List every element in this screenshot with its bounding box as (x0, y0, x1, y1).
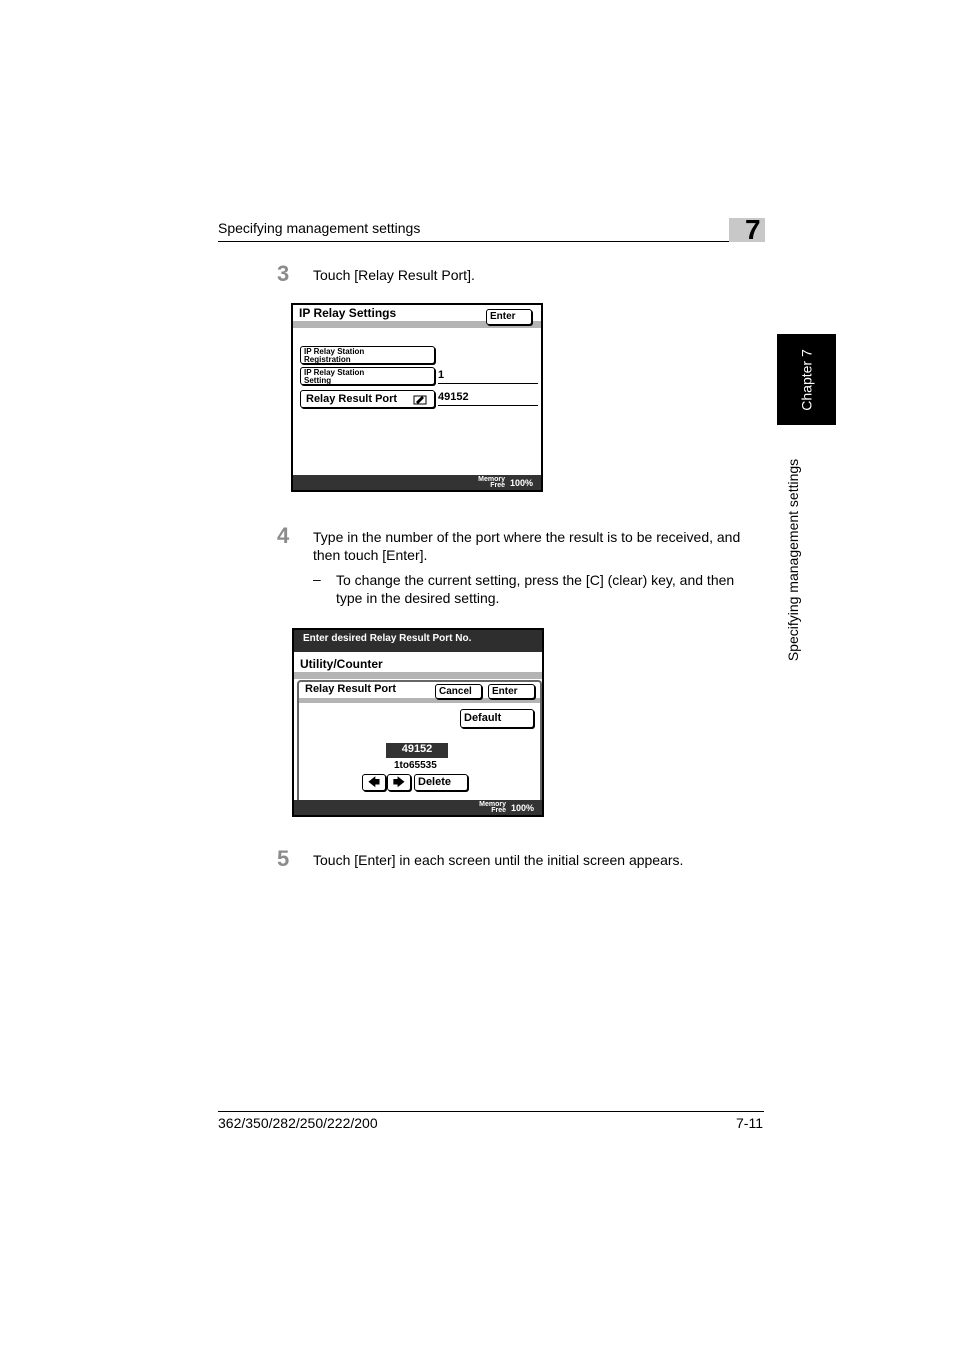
screen2-tab-frame (297, 680, 542, 802)
chapter-tab-label-wrap (777, 334, 836, 425)
section-tab-label-wrap (720, 440, 866, 680)
ip-relay-settings-screen (291, 303, 543, 492)
screen2-title-bar (294, 672, 542, 679)
chapter-number: 7 (745, 214, 761, 245)
screen2-enter-button[interactable]: Enter (488, 684, 535, 699)
screen1-title: IP Relay Settings (299, 306, 397, 320)
ip-relay-station-setting-button[interactable] (300, 367, 435, 385)
screen1-memory-line2: Free (490, 482, 505, 489)
relay-value: 49152 (438, 391, 538, 406)
screen2-message-bar (294, 630, 542, 652)
cursor-left-button[interactable] (362, 774, 386, 791)
relay-result-port-label: Relay Result Port (306, 393, 398, 405)
screen1-memory-percent: 100% (510, 478, 534, 488)
edit-icon (413, 394, 427, 405)
port-number-input[interactable]: 49152 (386, 743, 448, 758)
header-rule (218, 241, 764, 242)
chapter-tab-label: Chapter 7 (798, 348, 815, 411)
port-range-text: 1to65535 (394, 760, 437, 771)
step-5-text: Touch [Enter] in each screen until the initial screen appears. (313, 852, 684, 868)
footer-rule (218, 1111, 764, 1112)
screen2-status-bar (294, 800, 542, 815)
relay-result-port-button[interactable] (300, 390, 435, 408)
screen2-memory-line1: Memory (479, 801, 506, 808)
screen1-memory-label (459, 477, 505, 489)
step-4-text-line2: then touch [Enter]. (313, 547, 428, 563)
registration-label-line2: Registration (304, 355, 351, 364)
screen2-tab-title: Relay Result Port (305, 683, 397, 695)
screen2-memory-percent: 100% (511, 803, 535, 813)
cancel-button[interactable]: Cancel (435, 684, 482, 699)
screen1-enter-button[interactable]: Enter (486, 309, 532, 325)
section-tab-label: Specifying management settings (785, 458, 801, 662)
cursor-right-button[interactable] (387, 774, 411, 791)
setting-value: 1 (438, 369, 538, 384)
screen1-memory-line1: Memory (478, 476, 505, 483)
step-4-sub-line2: type in the desired setting. (336, 590, 500, 606)
footer-page-number: 7-11 (736, 1115, 763, 1131)
step-3-number: 3 (277, 261, 290, 286)
step-4-number: 4 (277, 523, 290, 548)
screen1-status-bar (293, 475, 541, 490)
ip-relay-station-registration-button[interactable] (300, 346, 435, 364)
arrow-right-icon: 🡆 (392, 775, 406, 789)
step-4-sub-bullet: – (313, 571, 321, 587)
running-header-title: Specifying management settings (218, 220, 421, 236)
step-4-text-line1: Type in the number of the port where the result is to be received, and (313, 529, 741, 545)
screen2-memory-label (460, 802, 506, 814)
screen2-memory-line2: Free (491, 807, 506, 814)
screen2-title: Utility/Counter (300, 657, 383, 671)
setting-label-line1: IP Relay Station (304, 368, 365, 377)
step-3-text: Touch [Relay Result Port]. (313, 267, 475, 283)
step-4-sub-line1: To change the current setting, press the [C] (clear) key, and then (336, 572, 735, 588)
step-5-number: 5 (277, 846, 290, 871)
relay-result-port-entry-screen (292, 628, 544, 817)
setting-label-line2: Setting (304, 376, 332, 385)
default-button[interactable]: Default (460, 709, 534, 728)
screen2-message: Enter desired Relay Result Port No. (303, 633, 472, 644)
footer-models: 362/350/282/250/222/200 (218, 1115, 378, 1131)
arrow-left-icon: 🡄 (367, 775, 381, 789)
delete-button[interactable]: Delete (414, 774, 468, 791)
registration-label-line1: IP Relay Station (304, 347, 365, 356)
